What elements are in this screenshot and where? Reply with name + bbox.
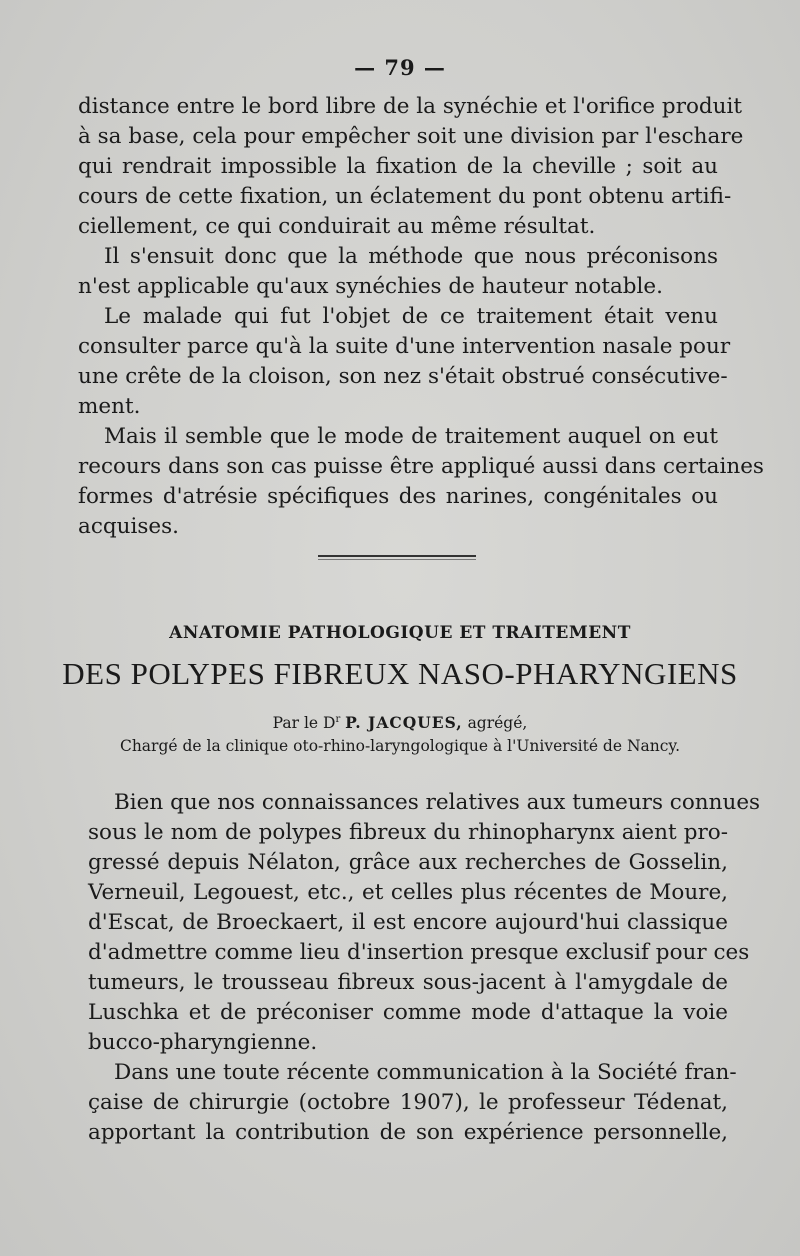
text-line: Dans une toute récente communication à la Société fran- [114,1060,737,1085]
bottom-text-block [88,788,761,1148]
text-line: consulter parce qu'à la suite d'une intervention nasale pour [78,334,731,359]
text-line: à sa base, cela pour empêcher soit une division par l'eschare [78,124,744,149]
article-kicker: ANATOMIE PATHOLOGIQUE ET TRAITEMENT [169,623,631,643]
text-line: acquises. [78,514,179,539]
text-line: Luschka et de préconiser comme mode d'attaque la voie [88,1000,728,1025]
text-line: ment. [78,394,141,419]
text-line: bucco-pharyngienne. [88,1030,318,1055]
top-text-block [78,92,764,542]
text-line: apportant la contribution de son expérience personnelle, [88,1120,728,1145]
text-line: ciellement, ce qui conduirait au même résultat. [78,214,596,239]
text-line: d'Escat, de Broeckaert, il est encore aujourd'hui classique [88,910,728,935]
text-line: çaise de chirurgie (octobre 1907), le professeur Tédenat, [88,1090,728,1115]
text-line: formes d'atrésie spécifiques des narines, congénitales ou [78,484,718,509]
author-name: P. JACQUES, [345,713,463,732]
text-line: gressé depuis Nélaton, grâce aux recherches de Gosselin, [88,850,728,875]
text-line: distance entre le bord libre de la synéchie et l'orifice produit [78,94,743,119]
text-line: une crête de la cloison, son nez s'était obstrué consécutive- [78,364,728,389]
text-line: cours de cette fixation, un éclatement du pont obtenu artifi- [78,184,732,209]
paragraph [78,302,731,422]
paragraph [78,422,764,542]
author-title: agrégé, [467,714,528,732]
paragraph [78,92,744,242]
paragraph [78,242,718,302]
text-line: sous le nom de polypes fibreux du rhinopharynx aient pro- [88,820,728,845]
section-separator [318,555,476,557]
text-line: n'est applicable qu'aux synéchies de hauteur notable. [78,274,663,299]
text-line: tumeurs, le trousseau fibreux sous-jacent à l'amygdale de [88,970,728,995]
author-sup: r [335,713,341,725]
author-affiliation: Chargé de la clinique oto-rhino-laryngologique à l'Université de Nancy. [119,737,681,755]
text-line: Verneuil, Legouest, etc., et celles plus récentes de Moure, [88,880,728,905]
paragraph [88,788,761,1058]
text-line: Bien que nos connaissances relatives aux tumeurs connues [114,790,761,815]
page-number: — 79 — [354,55,446,80]
article-title: DES POLYPES FIBREUX NASO-PHARYNGIENS [62,656,738,691]
paragraph [88,1058,737,1148]
author-prefix: Par le D [272,714,336,732]
text-line: Le malade qui fut l'objet de ce traitement était venu [104,304,718,329]
text-line: Mais il semble que le mode de traitement auquel on eut [104,424,718,449]
text-line: recours dans son cas puisse être appliqué aussi dans certaines [78,454,764,479]
text-line: qui rendrait impossible la fixation de la cheville ; soit au [78,154,718,179]
author-line [0,713,800,732]
text-line: Il s'ensuit donc que la méthode que nous préconisons [104,244,718,269]
text-line: d'admettre comme lieu d'insertion presque exclusif pour ces [88,940,750,965]
